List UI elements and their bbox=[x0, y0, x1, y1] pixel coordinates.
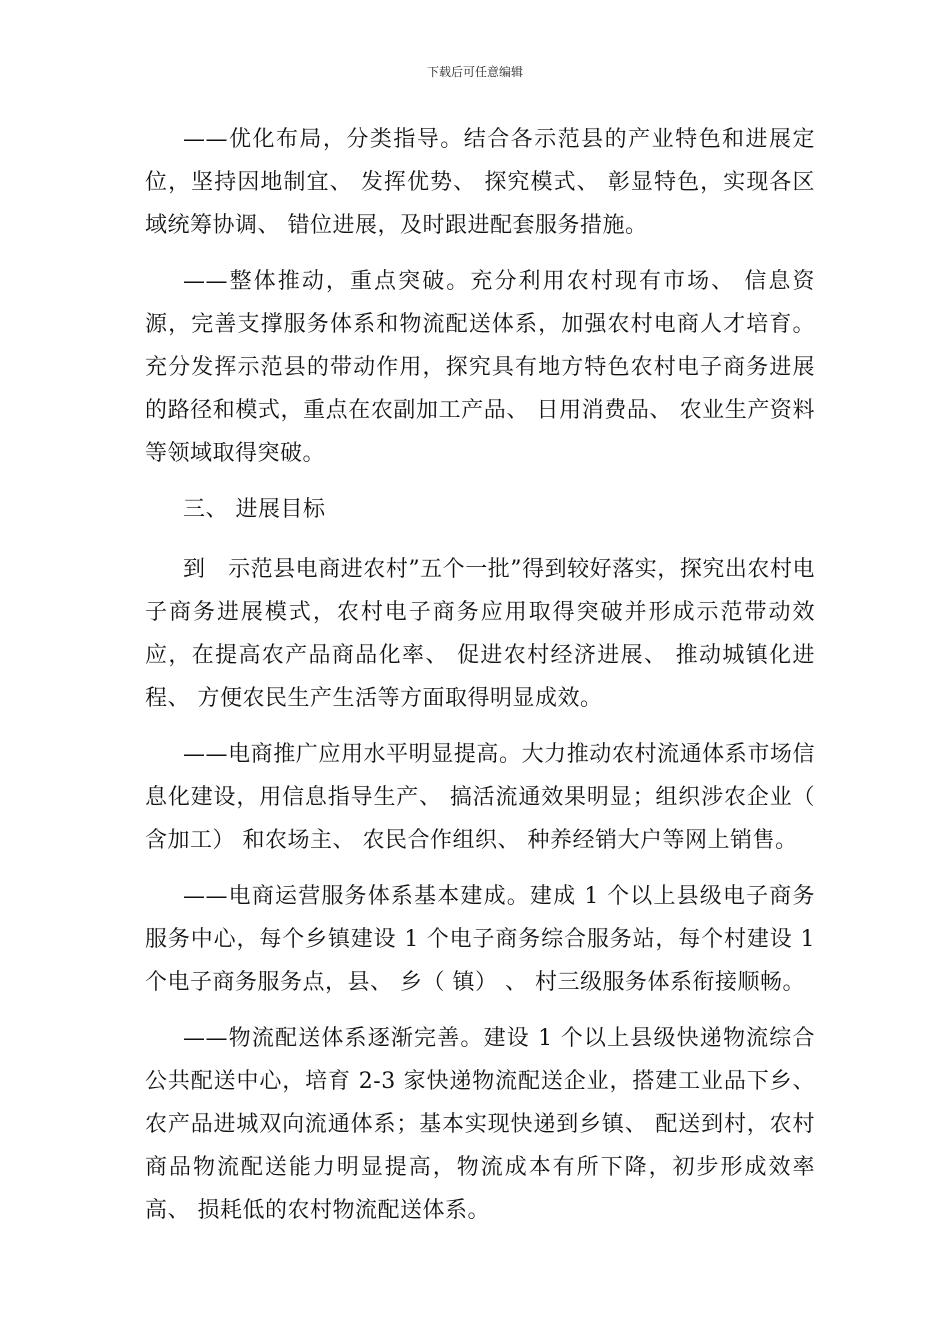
paragraph-service-system: ——电商运营服务体系基本建成。建成 1 个以上县级电子商务服务中心，每个乡镇建设 1 个电子商务综合服务站，每个村建设 1 个电子商务服务点，县、 乡（ 镇） 、 村三级服务体系衔接顺畅。 bbox=[145, 884, 815, 995]
paragraph-layout-optimization: ——优化布局，分类指导。结合各示范县的产业特色和进展定位，坚持因地制宜、 发挥优势、 探究模式、 彰显特色，实现各区域统筹协调、 错位进展，及时跟进配套服务措施。 bbox=[145, 127, 815, 238]
section-heading-goals: 三、 进展目标 bbox=[183, 497, 326, 522]
page-header: 下载后可任意编辑 bbox=[426, 65, 523, 79]
document-body bbox=[145, 118, 815, 1245]
paragraph-overall-promotion: ——整体推动，重点突破。充分利用农村现有市场、 信息资源，完善支撑服务体系和物流配送体系，加强农村电商人才培育。充分发挥示范县的带动作用，探究具有地方特色农村电子商务进展的路径和模式，重点在农副加工产品、 日用消费品、 农业生产资料等领域取得突破。 bbox=[145, 269, 815, 466]
paragraph-logistics-system: ——物流配送体系逐渐完善。建设 1 个以上县级快递物流综合公共配送中心，培育 2-3 家快递物流配送企业，搭建工业品下乡、 农产品进城双向流通体系；基本实现快递到乡镇、 配送到村，农村商品物流配送能力明显提高，物流成本有所下降，初步形成效率高、 损耗低的农村物流配送体系。 bbox=[145, 1026, 815, 1223]
paragraph-ecommerce-application: ——电商推广应用水平明显提高。大力推动农村流通体系市场信息化建设，用信息指导生产、 搞活流通效果明显；组织涉农企业（ 含加工） 和农场主、 农民合作组织、 种养经销大户等网上销售。 bbox=[145, 742, 815, 853]
paragraph-goals-intro: 到 示范县电商进农村”五个一批”得到较好落实，探究出农村电子商务进展模式，农村电子商务应用取得突破并形成示范带动效应，在提高农产品商品化率、 促进农村经济进展、 推动城镇化进程、 方便农民生产生活等方面取得明显成效。 bbox=[145, 557, 815, 711]
